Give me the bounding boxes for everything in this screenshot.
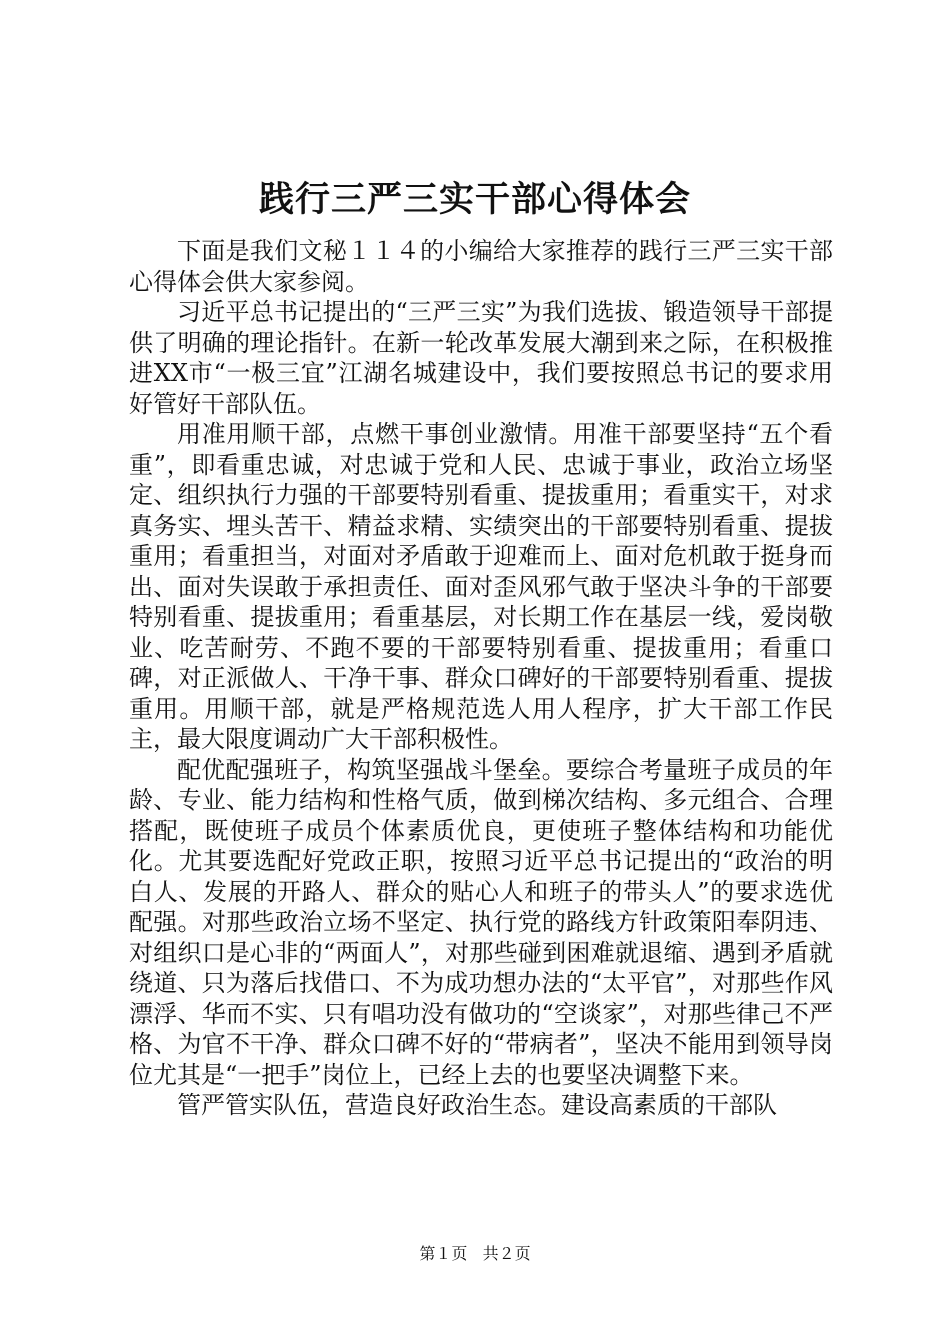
page-number: 第１页 <box>419 1244 468 1263</box>
paragraph: 用准用顺干部，点燃干事创业激情。用准干部要坚持“五个看重”，即看重忠诚，对忠诚于党和人民、忠诚于事业，政治立场坚定、组织执行力强的干部要特别看重、提拔重用；看重实干，对求真务实、埋头苦干、精益求精、实绩突出的干部要特别看重、提拔重用；看重担当，对面对矛盾敢于迎难而上、面对危机敢于挺身而出、面对失误敢于承担责任、面对歪风邪气敢于坚决斗争的干部要特别看重、提拔重用；看重基层，对长期工作在基层一线，爱岗敬业、吃苦耐劳、不跑不要的干部要特别看重、提拔重用；看重口碑，对正派做人、干净干事、群众口碑好的干部要特别看重、提拔重用。用顺干部，就是严格规范选人用人程序，扩大干部工作民主，最大限度调动广大干部积极性。 <box>129 420 833 753</box>
page-spacer <box>472 1244 477 1263</box>
paragraph: 下面是我们文秘１１４的小编给大家推荐的践行三严三实干部心得体会供大家参阅。 <box>129 237 833 296</box>
paragraph: 配优配强班子，构筑坚强战斗堡垒。要综合考量班子成员的年龄、专业、能力结构和性格气质，做到梯次结构、多元组合、合理搭配，既使班子成员个体素质优良，更使班子整体结构和功能优化。尤其要选配好党政正职，按照习近平总书记提出的“政治的明白人、发展的开路人、群众的贴心人和班子的带头人”的要求选优配强。对那些政治立场不坚定、执行党的路线方针政策阳奉阴违、对组织口是心非的“两面人”，对那些碰到困难就退缩、遇到矛盾就绕道、只为落后找借口、不为成功想办法的“太平官”，对那些作风漂浮、华而不实、只有唱功没有做功的“空谈家”，对那些律己不严格、为官不干净、群众口碑不好的“带病者”，坚决不能用到领导岗位尤其是“一把手”岗位上，已经上去的也要坚决调整下来。 <box>129 755 833 1089</box>
page-footer <box>0 1244 950 1264</box>
paragraph: 习近平总书记提出的“三严三实”为我们选拔、锻造领导干部提供了明确的理论指针。在新一轮改革发展大潮到来之际，在积极推进XX市“一极三宜”江湖名城建设中，我们要按照总书记的要求用好管好干部队伍。 <box>129 298 833 418</box>
document-title: 践行三严三实干部心得体会 <box>258 180 691 220</box>
document-body <box>129 236 833 1121</box>
paragraph: 管严管实队伍，营造良好政治生态。建设高素质的干部队 <box>177 1091 777 1119</box>
page-total: 共２页 <box>482 1244 531 1263</box>
